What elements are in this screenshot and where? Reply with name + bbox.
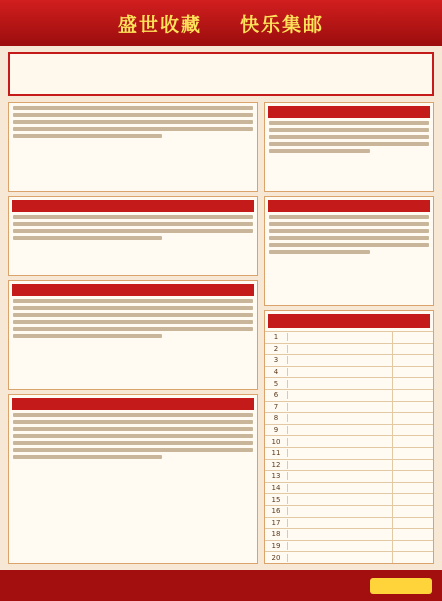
table-row	[265, 517, 433, 529]
table-row	[265, 435, 433, 447]
table-row	[265, 424, 433, 436]
row-number: 4	[265, 368, 288, 376]
row-name	[288, 413, 393, 424]
row-number: 5	[265, 380, 288, 388]
left-column	[8, 102, 258, 564]
row-number: 18	[265, 530, 288, 538]
row-name	[288, 390, 393, 401]
row-code	[393, 355, 433, 366]
footer-badge	[370, 578, 432, 594]
row-number: 1	[265, 333, 288, 341]
row-number: 9	[265, 426, 288, 434]
table-row	[265, 412, 433, 424]
right-column	[264, 102, 434, 564]
row-code	[393, 402, 433, 413]
row-code	[393, 518, 433, 529]
section-2-title	[12, 200, 254, 212]
table-row	[265, 482, 433, 494]
table-row	[265, 331, 433, 343]
row-name	[288, 552, 393, 563]
row-name	[288, 529, 393, 540]
table-title	[268, 314, 430, 328]
row-number: 15	[265, 496, 288, 504]
row-code	[393, 541, 433, 552]
row-number: 20	[265, 554, 288, 562]
section-4-title	[12, 398, 254, 410]
row-code	[393, 344, 433, 355]
row-name	[288, 518, 393, 529]
page-header	[0, 0, 442, 46]
row-code	[393, 332, 433, 343]
side-article-1	[264, 102, 434, 192]
issue-plan-table	[264, 310, 434, 564]
row-name	[288, 355, 393, 366]
row-code	[393, 471, 433, 482]
row-number: 11	[265, 449, 288, 457]
article-section-2	[8, 196, 258, 276]
article-section-3	[8, 280, 258, 390]
row-number: 2	[265, 345, 288, 353]
row-name	[288, 494, 393, 505]
row-name	[288, 367, 393, 378]
row-name	[288, 460, 393, 471]
row-code	[393, 460, 433, 471]
row-number: 3	[265, 356, 288, 364]
row-code	[393, 378, 433, 389]
row-code	[393, 390, 433, 401]
row-number: 13	[265, 472, 288, 480]
row-name	[288, 471, 393, 482]
row-name	[288, 448, 393, 459]
row-code	[393, 494, 433, 505]
section-3-title	[12, 284, 254, 296]
article-section-4	[8, 394, 258, 564]
row-code	[393, 529, 433, 540]
row-name	[288, 541, 393, 552]
table-row	[265, 354, 433, 366]
table-row	[265, 540, 433, 552]
row-number: 10	[265, 438, 288, 446]
side-article-1-title	[268, 106, 430, 118]
row-name	[288, 402, 393, 413]
row-number: 12	[265, 461, 288, 469]
row-name	[288, 506, 393, 517]
table-row	[265, 528, 433, 540]
row-name	[288, 378, 393, 389]
row-number: 14	[265, 484, 288, 492]
header-right-title: 快乐集邮	[240, 13, 325, 36]
row-name	[288, 344, 393, 355]
side-article-2	[264, 196, 434, 306]
article-section-1	[8, 102, 258, 192]
table-row	[265, 505, 433, 517]
table-row	[265, 389, 433, 401]
row-name	[288, 483, 393, 494]
page-footer	[0, 570, 442, 601]
row-number: 16	[265, 507, 288, 515]
row-name	[288, 436, 393, 447]
side-article-2-title	[268, 200, 430, 212]
table-row	[265, 377, 433, 389]
table-row	[265, 459, 433, 471]
row-code	[393, 448, 433, 459]
table-row	[265, 366, 433, 378]
row-number: 17	[265, 519, 288, 527]
row-code	[393, 425, 433, 436]
row-code	[393, 436, 433, 447]
header-left-title: 盛世收藏	[117, 13, 202, 36]
row-code	[393, 552, 433, 563]
row-code	[393, 506, 433, 517]
row-code	[393, 483, 433, 494]
table-row	[265, 343, 433, 355]
row-number: 19	[265, 542, 288, 550]
row-name	[288, 425, 393, 436]
row-number: 8	[265, 414, 288, 422]
row-name	[288, 332, 393, 343]
row-code	[393, 413, 433, 424]
row-code	[393, 367, 433, 378]
table-row	[265, 447, 433, 459]
table-row	[265, 401, 433, 413]
row-number: 6	[265, 391, 288, 399]
table-row	[265, 470, 433, 482]
row-number: 7	[265, 403, 288, 411]
table-row	[265, 551, 433, 563]
table-row	[265, 493, 433, 505]
main-headline	[8, 52, 434, 96]
